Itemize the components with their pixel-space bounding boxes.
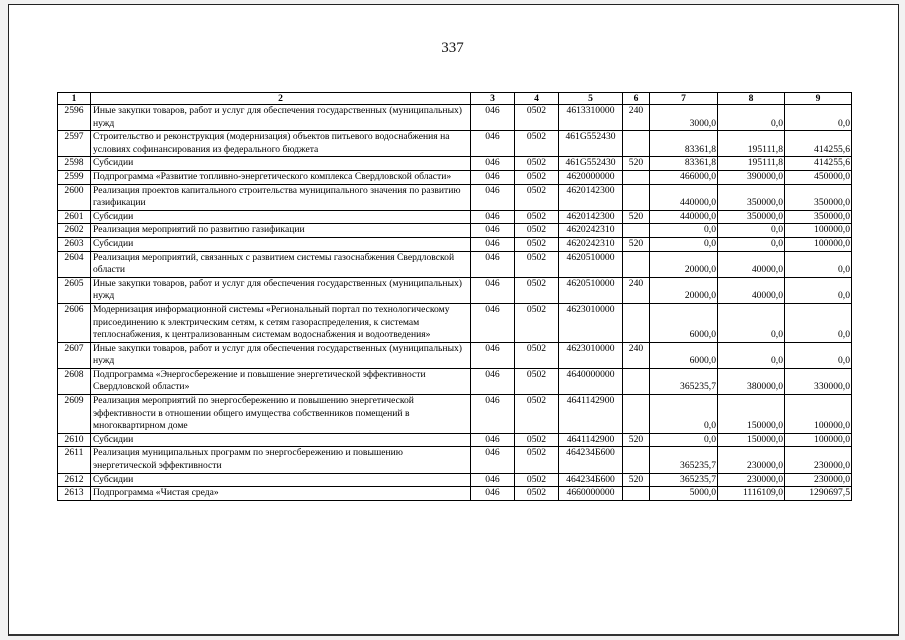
target-article-cell: 4623010000 [559, 303, 623, 342]
expense-type-cell [623, 184, 650, 210]
amount-year2-cell: 150000,0 [718, 395, 785, 434]
expense-type-cell [623, 395, 650, 434]
target-article-cell: 4620510000 [559, 251, 623, 277]
target-article-cell: 4641142900 [559, 395, 623, 434]
expense-type-cell: 520 [623, 237, 650, 251]
row-number-cell: 2596 [58, 105, 91, 131]
amount-year3-cell: 0,0 [785, 251, 852, 277]
target-article-cell: 461G552430 [559, 157, 623, 171]
amount-year3-cell: 100000,0 [785, 433, 852, 447]
section-code-cell: 0502 [515, 447, 559, 473]
section-code-cell: 0502 [515, 395, 559, 434]
expense-type-cell: 240 [623, 277, 650, 303]
amount-year2-cell: 40000,0 [718, 277, 785, 303]
item-name-cell: Субсидии [91, 210, 471, 224]
amount-year2-cell: 40000,0 [718, 251, 785, 277]
table-row [58, 170, 852, 184]
section-code-cell: 0502 [515, 473, 559, 487]
expense-type-cell: 520 [623, 473, 650, 487]
item-name-cell: Субсидии [91, 433, 471, 447]
row-number-cell: 2611 [58, 447, 91, 473]
header-cell: 2 [91, 93, 471, 105]
amount-year3-cell: 230000,0 [785, 473, 852, 487]
section-code-cell: 0502 [515, 105, 559, 131]
amount-year3-cell: 0,0 [785, 342, 852, 368]
row-number-cell: 2605 [58, 277, 91, 303]
item-name-cell: Иные закупки товаров, работ и услуг для обеспечения государственных (муниципальных) нужд [91, 277, 471, 303]
page-number: 337 [441, 40, 464, 56]
section-code-cell: 0502 [515, 157, 559, 171]
header-cell: 9 [785, 93, 852, 105]
amount-year1-cell: 365235,7 [650, 368, 718, 394]
section-code-cell: 0502 [515, 433, 559, 447]
amount-year1-cell: 365235,7 [650, 473, 718, 487]
row-number-cell: 2609 [58, 395, 91, 434]
amount-year2-cell: 0,0 [718, 105, 785, 131]
target-article-cell: 461G552430 [559, 131, 623, 157]
amount-year3-cell: 0,0 [785, 303, 852, 342]
row-number-cell: 2607 [58, 342, 91, 368]
amount-year1-cell: 6000,0 [650, 303, 718, 342]
section-code-cell: 0502 [515, 131, 559, 157]
target-article-cell: 4660000000 [559, 487, 623, 501]
ministry-code-cell: 046 [471, 395, 515, 434]
expense-type-cell [623, 131, 650, 157]
amount-year3-cell: 230000,0 [785, 447, 852, 473]
table-row [58, 224, 852, 238]
table-row [58, 237, 852, 251]
ministry-code-cell: 046 [471, 184, 515, 210]
item-name-cell: Подпрограмма «Развитие топливно-энергетического комплекса Свердловской области» [91, 170, 471, 184]
item-name-cell: Строительство и реконструкция (модернизация) объектов питьевого водоснабжения на условиях софинансирования из федерального бюджета [91, 131, 471, 157]
amount-year3-cell: 0,0 [785, 277, 852, 303]
header-cell: 8 [718, 93, 785, 105]
expense-type-cell: 520 [623, 157, 650, 171]
row-number-cell: 2606 [58, 303, 91, 342]
table-row [58, 487, 852, 501]
row-number-cell: 2603 [58, 237, 91, 251]
table-row [58, 342, 852, 368]
amount-year2-cell: 0,0 [718, 237, 785, 251]
amount-year2-cell: 390000,0 [718, 170, 785, 184]
amount-year2-cell: 0,0 [718, 303, 785, 342]
row-number-cell: 2604 [58, 251, 91, 277]
header-cell: 6 [623, 93, 650, 105]
section-code-cell: 0502 [515, 170, 559, 184]
ministry-code-cell: 046 [471, 487, 515, 501]
item-name-cell: Реализация муниципальных программ по энергосбережению и повышению энергетической эффективности [91, 447, 471, 473]
amount-year1-cell: 0,0 [650, 224, 718, 238]
target-article-cell: 4620242310 [559, 224, 623, 238]
amount-year3-cell: 350000,0 [785, 210, 852, 224]
ministry-code-cell: 046 [471, 170, 515, 184]
row-number-cell: 2600 [58, 184, 91, 210]
amount-year3-cell: 1290697,5 [785, 487, 852, 501]
ministry-code-cell: 046 [471, 433, 515, 447]
target-article-cell: 464234Б600 [559, 473, 623, 487]
section-code-cell: 0502 [515, 184, 559, 210]
row-number-cell: 2608 [58, 368, 91, 394]
ministry-code-cell: 046 [471, 277, 515, 303]
amount-year2-cell: 150000,0 [718, 433, 785, 447]
target-article-cell: 4620000000 [559, 170, 623, 184]
amount-year3-cell: 414255,6 [785, 131, 852, 157]
table-row [58, 251, 852, 277]
table-row [58, 157, 852, 171]
amount-year1-cell: 440000,0 [650, 184, 718, 210]
ministry-code-cell: 046 [471, 157, 515, 171]
item-name-cell: Реализация мероприятий по развитию газификации [91, 224, 471, 238]
ministry-code-cell: 046 [471, 210, 515, 224]
row-number-cell: 2597 [58, 131, 91, 157]
ministry-code-cell: 046 [471, 105, 515, 131]
item-name-cell: Иные закупки товаров, работ и услуг для обеспечения государственных (муниципальных) нужд [91, 105, 471, 131]
amount-year1-cell: 466000,0 [650, 170, 718, 184]
row-number-cell: 2612 [58, 473, 91, 487]
target-article-cell: 4640000000 [559, 368, 623, 394]
section-code-cell: 0502 [515, 210, 559, 224]
table-row [58, 433, 852, 447]
section-code-cell: 0502 [515, 251, 559, 277]
item-name-cell: Реализация проектов капитального строительства муниципального значения по развитию газификации [91, 184, 471, 210]
amount-year3-cell: 0,0 [785, 105, 852, 131]
expense-type-cell: 240 [623, 105, 650, 131]
amount-year1-cell: 83361,8 [650, 157, 718, 171]
amount-year2-cell: 230000,0 [718, 473, 785, 487]
amount-year3-cell: 350000,0 [785, 184, 852, 210]
amount-year2-cell: 350000,0 [718, 210, 785, 224]
table-row [58, 210, 852, 224]
expense-type-cell [623, 170, 650, 184]
section-code-cell: 0502 [515, 237, 559, 251]
ministry-code-cell: 046 [471, 131, 515, 157]
amount-year1-cell: 6000,0 [650, 342, 718, 368]
header-cell: 5 [559, 93, 623, 105]
expense-type-cell: 520 [623, 210, 650, 224]
table-row [58, 473, 852, 487]
amount-year1-cell: 365235,7 [650, 447, 718, 473]
amount-year2-cell: 1116109,0 [718, 487, 785, 501]
table-row [58, 105, 852, 131]
row-number-cell: 2613 [58, 487, 91, 501]
expense-type-cell [623, 251, 650, 277]
target-article-cell: 4620142300 [559, 184, 623, 210]
item-name-cell: Модернизация информационной системы «Региональный портал по технологическому присоединению к электрическим сетям, к сетям газораспределения, к системам теплоснабжения, к централизованным системам водоснабжения и водоотведения» [91, 303, 471, 342]
table-row [58, 131, 852, 157]
expense-type-cell: 240 [623, 342, 650, 368]
amount-year1-cell: 0,0 [650, 433, 718, 447]
header-cell: 1 [58, 93, 91, 105]
amount-year1-cell: 20000,0 [650, 277, 718, 303]
item-name-cell: Субсидии [91, 157, 471, 171]
amount-year2-cell: 195111,8 [718, 157, 785, 171]
amount-year1-cell: 0,0 [650, 237, 718, 251]
target-article-cell: 464234Б600 [559, 447, 623, 473]
amount-year2-cell: 195111,8 [718, 131, 785, 157]
ministry-code-cell: 046 [471, 303, 515, 342]
target-article-cell: 4641142900 [559, 433, 623, 447]
table-row [58, 184, 852, 210]
amount-year2-cell: 380000,0 [718, 368, 785, 394]
amount-year2-cell: 230000,0 [718, 447, 785, 473]
target-article-cell: 4620242310 [559, 237, 623, 251]
header-row [58, 93, 852, 105]
amount-year3-cell: 100000,0 [785, 395, 852, 434]
row-number-cell: 2601 [58, 210, 91, 224]
item-name-cell: Реализация мероприятий, связанных с развитием системы газоснабжения Свердловской области [91, 251, 471, 277]
ministry-code-cell: 046 [471, 342, 515, 368]
target-article-cell: 4620510000 [559, 277, 623, 303]
section-code-cell: 0502 [515, 487, 559, 501]
table-row [58, 303, 852, 342]
item-name-cell: Иные закупки товаров, работ и услуг для обеспечения государственных (муниципальных) нужд [91, 342, 471, 368]
expense-type-cell [623, 368, 650, 394]
header-cell: 4 [515, 93, 559, 105]
target-article-cell: 4623010000 [559, 342, 623, 368]
item-name-cell: Реализация мероприятий по энергосбережению и повышению энергетической эффективности в отношении общего имущества собственников помещений в многоквартирном доме [91, 395, 471, 434]
amount-year1-cell: 20000,0 [650, 251, 718, 277]
table-row [58, 368, 852, 394]
item-name-cell: Субсидии [91, 237, 471, 251]
table-row [58, 395, 852, 434]
budget-table [57, 92, 852, 501]
header-cell: 3 [471, 93, 515, 105]
amount-year1-cell: 440000,0 [650, 210, 718, 224]
section-code-cell: 0502 [515, 368, 559, 394]
table-row [58, 277, 852, 303]
header-cell: 7 [650, 93, 718, 105]
row-number-cell: 2598 [58, 157, 91, 171]
amount-year3-cell: 100000,0 [785, 237, 852, 251]
amount-year3-cell: 450000,0 [785, 170, 852, 184]
expense-type-cell [623, 224, 650, 238]
row-number-cell: 2602 [58, 224, 91, 238]
item-name-cell: Подпрограмма «Энергосбережение и повышение энергетической эффективности Свердловской области» [91, 368, 471, 394]
section-code-cell: 0502 [515, 224, 559, 238]
ministry-code-cell: 046 [471, 368, 515, 394]
amount-year2-cell: 0,0 [718, 342, 785, 368]
expense-type-cell: 520 [623, 433, 650, 447]
amount-year2-cell: 0,0 [718, 224, 785, 238]
table-row [58, 447, 852, 473]
ministry-code-cell: 046 [471, 473, 515, 487]
expense-type-cell [623, 303, 650, 342]
row-number-cell: 2599 [58, 170, 91, 184]
item-name-cell: Подпрограмма «Чистая среда» [91, 487, 471, 501]
amount-year3-cell: 330000,0 [785, 368, 852, 394]
ministry-code-cell: 046 [471, 224, 515, 238]
amount-year1-cell: 0,0 [650, 395, 718, 434]
section-code-cell: 0502 [515, 277, 559, 303]
amount-year1-cell: 5000,0 [650, 487, 718, 501]
ministry-code-cell: 046 [471, 251, 515, 277]
target-article-cell: 4620142300 [559, 210, 623, 224]
amount-year1-cell: 3000,0 [650, 105, 718, 131]
section-code-cell: 0502 [515, 303, 559, 342]
section-code-cell: 0502 [515, 342, 559, 368]
amount-year1-cell: 83361,8 [650, 131, 718, 157]
expense-type-cell [623, 487, 650, 501]
amount-year3-cell: 100000,0 [785, 224, 852, 238]
expense-type-cell [623, 447, 650, 473]
amount-year3-cell: 414255,6 [785, 157, 852, 171]
ministry-code-cell: 046 [471, 237, 515, 251]
row-number-cell: 2610 [58, 433, 91, 447]
amount-year2-cell: 350000,0 [718, 184, 785, 210]
target-article-cell: 4613310000 [559, 105, 623, 131]
item-name-cell: Субсидии [91, 473, 471, 487]
ministry-code-cell: 046 [471, 447, 515, 473]
